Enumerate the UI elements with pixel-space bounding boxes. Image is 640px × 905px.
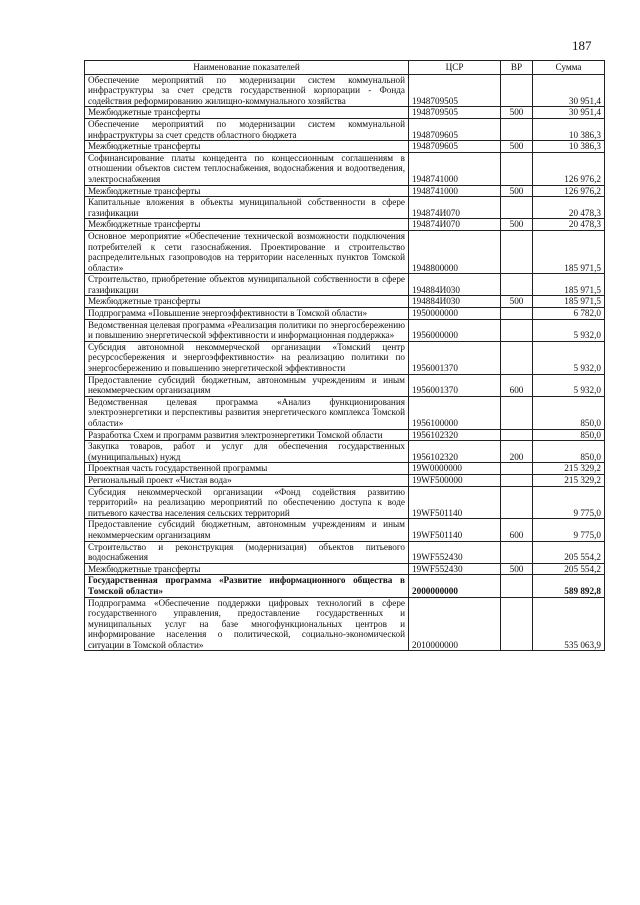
table-row (85, 341, 605, 374)
row-vr (501, 197, 533, 219)
row-name: Подпрограмма «Обеспечение поддержки цифровых технологий в сфере государственного управления, предоставление государственных и муниципальных услуг на базе многофункциональных центров и информирование населения о политической, социально-экономической ситуации в Томской области» (85, 597, 409, 651)
row-sum: 205 554,2 (533, 563, 605, 575)
row-name: Межбюджетные трансферты (85, 296, 409, 308)
row-sum: 30 951,4 (533, 107, 605, 119)
table-row (85, 486, 605, 519)
row-name: Проектная часть государственной программы (85, 463, 409, 475)
row-vr: 500 (501, 563, 533, 575)
row-vr (501, 341, 533, 374)
row-csr: 19W0000000 (409, 463, 501, 475)
table-row (85, 118, 605, 140)
table-row (85, 152, 605, 185)
row-csr: 1956001370 (409, 374, 501, 396)
table-row (85, 185, 605, 197)
row-vr (501, 152, 533, 185)
row-vr (501, 486, 533, 519)
table-row (85, 74, 605, 107)
row-name: Региональный проект «Чистая вода» (85, 474, 409, 486)
row-name: Строительство, приобретение объектов муниципальной собственности в сфере газификации (85, 274, 409, 296)
table-row (85, 141, 605, 153)
row-sum: 6 782,0 (533, 308, 605, 320)
row-vr: 500 (501, 107, 533, 119)
table-row (85, 107, 605, 119)
table-row (85, 563, 605, 575)
row-csr: 2010000000 (409, 597, 501, 651)
row-csr: 2000000000 (409, 575, 501, 597)
row-csr: 1948709605 (409, 118, 501, 140)
table-row (85, 429, 605, 441)
row-csr: 1956102320 (409, 429, 501, 441)
row-vr (501, 463, 533, 475)
row-vr (501, 118, 533, 140)
row-sum: 185 971,5 (533, 274, 605, 296)
row-csr: 194874И070 (409, 197, 501, 219)
table-row (85, 441, 605, 463)
table-row (85, 519, 605, 541)
row-csr: 194884И030 (409, 296, 501, 308)
row-name: Субсидия некоммерческой организации «Фонд содействия развитию территорий» на реализацию мероприятий по обеспечению доступа к воде питьевого качества населения сельских территорий (85, 486, 409, 519)
row-name: Межбюджетные трансферты (85, 107, 409, 119)
row-name: Ведомственная целевая программа «Реализация политики по энергосбережению и повышению энергетической эффективности и информационная поддержка» (85, 319, 409, 341)
row-sum: 850,0 (533, 441, 605, 463)
table-row (85, 396, 605, 429)
row-sum: 20 478,3 (533, 219, 605, 231)
table-row (85, 319, 605, 341)
row-name: Разработка Схем и программ развития электроэнергетики Томской области (85, 429, 409, 441)
row-vr (501, 429, 533, 441)
row-vr: 500 (501, 141, 533, 153)
row-sum: 9 775,0 (533, 486, 605, 519)
row-sum: 215 329,2 (533, 463, 605, 475)
budget-table (84, 60, 605, 651)
table-header-row (85, 61, 605, 75)
row-csr: 194884И030 (409, 274, 501, 296)
row-vr (501, 319, 533, 341)
row-sum: 205 554,2 (533, 541, 605, 563)
row-name: Обеспечение мероприятий по модернизации систем коммунальной инфраструктуры за счет средств областного бюджета (85, 118, 409, 140)
row-name: Обеспечение мероприятий по модернизации систем коммунальной инфраструктуры за счет средств государственной корпорации - Фонда содействия реформированию жилищно-коммунального хозяйства (85, 74, 409, 107)
table-row (85, 197, 605, 219)
row-csr: 1956001370 (409, 341, 501, 374)
header-name: Наименование показателей (85, 61, 409, 75)
row-csr: 19WF552430 (409, 541, 501, 563)
row-vr: 200 (501, 441, 533, 463)
row-csr: 1956102320 (409, 441, 501, 463)
row-csr: 1956100000 (409, 396, 501, 429)
row-sum: 589 892,8 (533, 575, 605, 597)
row-sum: 10 386,3 (533, 141, 605, 153)
row-csr: 1948709505 (409, 107, 501, 119)
row-vr: 600 (501, 374, 533, 396)
row-sum: 5 932,0 (533, 319, 605, 341)
row-vr (501, 575, 533, 597)
row-sum: 20 478,3 (533, 197, 605, 219)
row-csr: 1948741000 (409, 185, 501, 197)
table-row (85, 575, 605, 597)
row-csr: 1950000000 (409, 308, 501, 320)
row-csr: 1948800000 (409, 230, 501, 273)
header-vr: ВР (501, 61, 533, 75)
row-name: Софинансирование платы концедента по концессионным соглашениям в отношении объектов систем теплоснабжения, водоснабжения и водоотведения, электроснабжения (85, 152, 409, 185)
row-csr: 19WF500000 (409, 474, 501, 486)
row-vr (501, 230, 533, 273)
row-name: Ведомственная целевая программа «Анализ функционирования электроэнергетики и перспективы развития энергетического комплекса Томской области» (85, 396, 409, 429)
row-vr (501, 396, 533, 429)
row-vr (501, 274, 533, 296)
row-name: Межбюджетные трансферты (85, 141, 409, 153)
row-csr: 1948709605 (409, 141, 501, 153)
row-sum: 5 932,0 (533, 374, 605, 396)
table-row (85, 296, 605, 308)
table-row (85, 219, 605, 231)
row-name: Капитальные вложения в объекты муниципальной собственности в сфере газификации (85, 197, 409, 219)
row-vr (501, 541, 533, 563)
row-vr: 500 (501, 219, 533, 231)
row-name: Межбюджетные трансферты (85, 185, 409, 197)
row-name: Предоставление субсидий бюджетным, автономным учреждениям и иным некоммерческим организациям (85, 519, 409, 541)
row-vr (501, 597, 533, 651)
header-sum: Сумма (533, 61, 605, 75)
row-sum: 850,0 (533, 429, 605, 441)
row-csr: 19WF501140 (409, 486, 501, 519)
row-vr (501, 308, 533, 320)
table-row (85, 597, 605, 651)
row-csr: 1956000000 (409, 319, 501, 341)
table-row (85, 308, 605, 320)
row-name: Основное мероприятие «Обеспечение технической возможности подключения потребителей к сети газоснабжения. Проектирование и строительство распределительных газопроводов на территории населенных пунктов Томской области» (85, 230, 409, 273)
row-name: Межбюджетные трансферты (85, 219, 409, 231)
row-csr: 19WF501140 (409, 519, 501, 541)
row-vr: 500 (501, 296, 533, 308)
row-name: Субсидия автономной некоммерческой организации «Томский центр ресурсосбережения и энергоэффективности» на реализацию политики по энергосбережению и повышению энергетической эффективности (85, 341, 409, 374)
row-sum: 30 951,4 (533, 74, 605, 107)
row-sum: 185 971,5 (533, 230, 605, 273)
row-vr: 500 (501, 185, 533, 197)
row-sum: 126 976,2 (533, 152, 605, 185)
row-vr (501, 474, 533, 486)
row-sum: 850,0 (533, 396, 605, 429)
table-row (85, 463, 605, 475)
table-row (85, 230, 605, 273)
row-sum: 535 063,9 (533, 597, 605, 651)
row-sum: 126 976,2 (533, 185, 605, 197)
row-name: Межбюджетные трансферты (85, 563, 409, 575)
header-csr: ЦСР (409, 61, 501, 75)
table-row (85, 374, 605, 396)
table-row (85, 274, 605, 296)
row-sum: 185 971,5 (533, 296, 605, 308)
page-number: 187 (572, 38, 592, 53)
row-sum: 10 386,3 (533, 118, 605, 140)
row-name: Подпрограмма «Повышение энергоэффективности в Томской области» (85, 308, 409, 320)
row-name: Предоставление субсидий бюджетным, автономным учреждениям и иным некоммерческим организациям (85, 374, 409, 396)
table-row (85, 474, 605, 486)
row-sum: 9 775,0 (533, 519, 605, 541)
row-sum: 215 329,2 (533, 474, 605, 486)
row-csr: 19WF552430 (409, 563, 501, 575)
row-sum: 5 932,0 (533, 341, 605, 374)
row-csr: 1948709505 (409, 74, 501, 107)
row-name: Строительство и реконструкция (модернизация) объектов питьевого водоснабжения (85, 541, 409, 563)
row-csr: 1948741000 (409, 152, 501, 185)
row-name: Закупка товаров, работ и услуг для обеспечения государственных (муниципальных) нужд (85, 441, 409, 463)
row-vr: 600 (501, 519, 533, 541)
row-csr: 194874И070 (409, 219, 501, 231)
row-name: Государственная программа «Развитие информационного общества в Томской области» (85, 575, 409, 597)
table-row (85, 541, 605, 563)
row-vr (501, 74, 533, 107)
